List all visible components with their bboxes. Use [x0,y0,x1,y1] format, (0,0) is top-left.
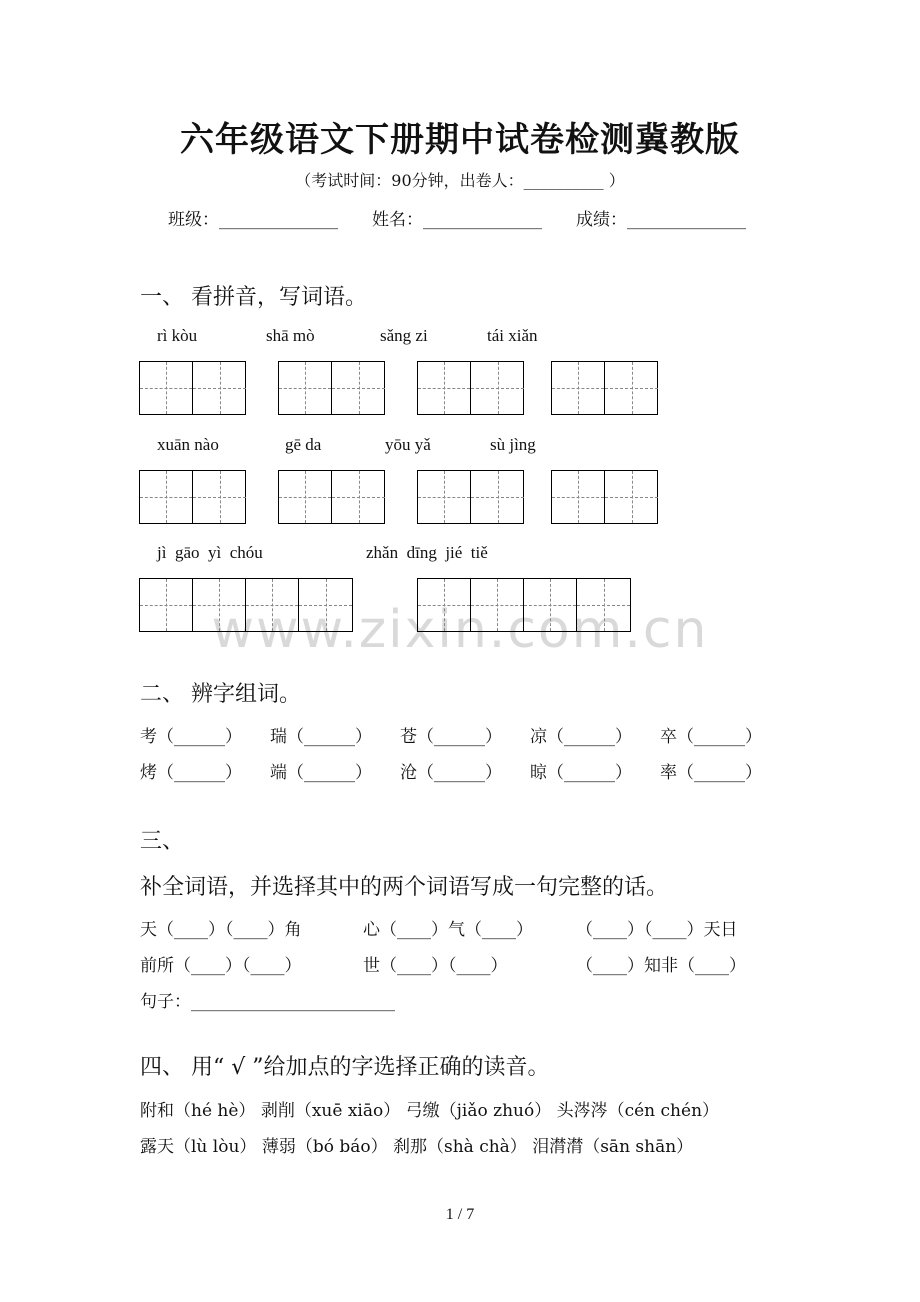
writing-grid[interactable] [278,361,385,415]
word-item: 凉（______） [530,727,632,747]
word-item: 瑞（______） [270,727,372,747]
writing-grid[interactable] [551,361,658,415]
writing-grid[interactable] [417,578,631,632]
word-item: 晾（______） [530,763,632,783]
pinyin-label: rì kòu [157,326,198,345]
writing-grid[interactable] [278,470,385,524]
idiom-item: 天（____）（____）角 [140,920,302,940]
pinyin-label: jì gāo yì chóu [157,543,263,562]
idiom-item: （____）（____）天日 [576,920,738,940]
section-3-heading: 三、 [140,829,185,854]
page-title: 六年级语文下册期中试卷检测冀教版 [180,120,740,160]
score-field: 成绩：______________ [576,210,746,230]
writing-grid[interactable] [139,578,353,632]
pinyin-label: shā mò [266,326,315,345]
pinyin-label: zhǎn dīng jié tiě [366,543,488,562]
name-field: 姓名：______________ [372,210,542,230]
pinyin-label: yōu yǎ [385,435,431,454]
watermark: www.zixin.com.cn [211,600,709,660]
pinyin-label: sǎng zi [380,326,428,345]
class-field: 班级：______________ [168,210,338,230]
writing-grid[interactable] [417,470,524,524]
writing-grid[interactable] [551,470,658,524]
idiom-item: 前所（____）（____） [140,956,302,976]
page-number: 1 / 7 [445,1206,475,1223]
idiom-item: 心（____）气（____） [363,920,533,940]
section-1-heading: 一、 看拼音，写词语。 [140,285,367,310]
reading-row: 露天（lù lòu） 薄弱（bó báo） 刹那（shà chà） 泪潸潸（sān shān） [140,1137,694,1157]
idiom-item: （____）知非（____） [576,956,746,976]
writing-grid[interactable] [139,470,246,524]
word-item: 烤（______） [140,763,242,783]
reading-row: 附和（hé hè） 剥削（xuē xiāo） 弓缴（jiǎo zhuó） 头涔涔（cén chén） [140,1101,720,1121]
pinyin-label: gē da [285,435,322,454]
section-3-instruction: 补全词语，并选择其中的两个词语写成一句完整的话。 [140,875,669,900]
writing-grid[interactable] [139,361,246,415]
section-2-heading: 二、 辨字组词。 [140,682,301,707]
word-item: 端（______） [270,763,372,783]
section-4-heading: 四、 用“ √ ”给加点的字选择正确的读音。 [140,1055,550,1080]
word-item: 卒（______） [660,727,762,747]
idiom-item: 世（____）（____） [363,956,508,976]
sentence-line: 句子：________________________ [140,992,395,1012]
pinyin-label: xuān nào [157,435,219,454]
word-item: 率（______） [660,763,762,783]
exam-subtitle: （考试时间：90分钟，出卷人：__________ ） [295,171,625,190]
word-item: 苍（______） [400,727,502,747]
pinyin-label: tái xiǎn [487,326,538,345]
writing-grid[interactable] [417,361,524,415]
word-item: 考（______） [140,727,242,747]
word-item: 沧（______） [400,763,502,783]
pinyin-label: sù jìng [490,435,536,454]
